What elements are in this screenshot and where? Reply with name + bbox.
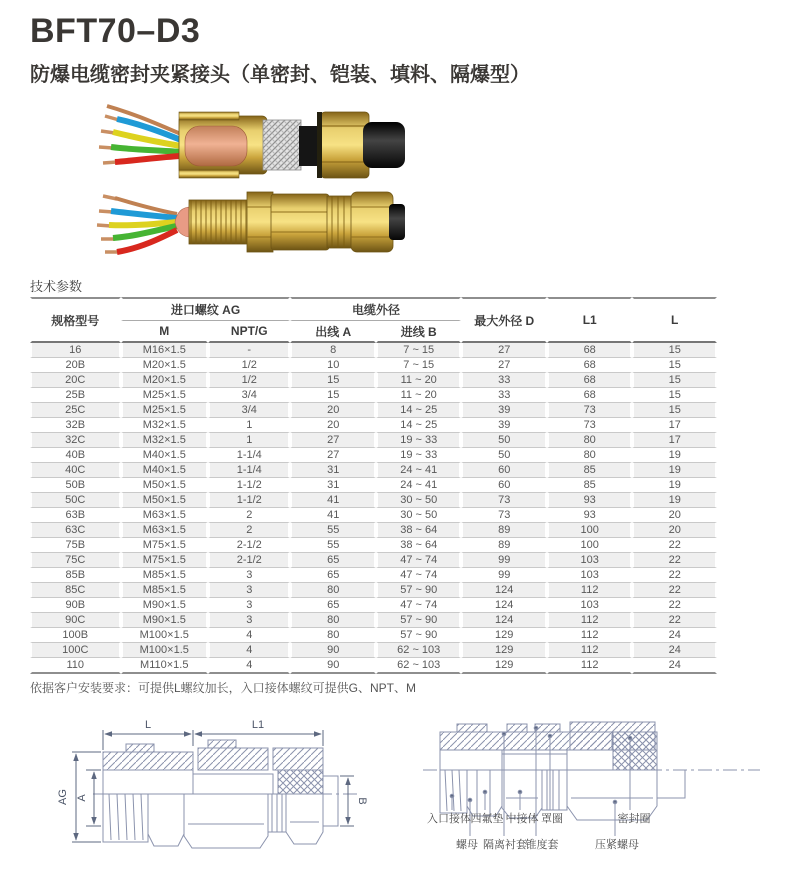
table-cell: 65 (290, 598, 375, 613)
table-row (30, 433, 717, 448)
table-cell: 68 (547, 343, 632, 358)
table-row (30, 568, 717, 583)
table-cell: 73 (461, 508, 546, 523)
table-cell: 103 (547, 598, 632, 613)
page-title: BFT70–D3 (30, 12, 201, 50)
table-cell: 65 (290, 553, 375, 568)
table-cell: 80 (290, 583, 375, 598)
table-cell: 24 ~ 41 (376, 478, 462, 493)
table-cell: 50 (461, 433, 546, 448)
table-row (30, 448, 717, 463)
table-cell: 4 (208, 658, 290, 674)
table-cell: 3 (208, 583, 290, 598)
table-cell: 1 (208, 418, 290, 433)
table-cell: 2-1/2 (208, 553, 290, 568)
table-cell: 41 (290, 493, 375, 508)
table-cell: M40×1.5 (121, 448, 209, 463)
table-cell: M32×1.5 (121, 433, 209, 448)
table-cell: M50×1.5 (121, 493, 209, 508)
table-cell: 1 (208, 433, 290, 448)
table-cell: 90 (290, 658, 375, 674)
table-cell: 32B (30, 418, 121, 433)
spec-table (30, 297, 717, 674)
table-cell: 3/4 (208, 403, 290, 418)
table-cell: 75B (30, 538, 121, 553)
table-cell: M20×1.5 (121, 358, 209, 373)
table-cell: M110×1.5 (121, 658, 209, 674)
col-header-spec: 规格型号 (30, 297, 121, 343)
gland-exterior-image (97, 192, 405, 252)
table-cell: M63×1.5 (121, 508, 209, 523)
dim-label-a: A (76, 794, 88, 802)
table-cell: 17 (632, 418, 717, 433)
table-cell: 15 (632, 343, 717, 358)
table-cell: 4 (208, 643, 290, 658)
table-cell: 85B (30, 568, 121, 583)
table-cell: 20 (290, 418, 375, 433)
table-cell: M100×1.5 (121, 628, 209, 643)
table-cell: 73 (547, 418, 632, 433)
table-cell: 62 ~ 103 (376, 643, 462, 658)
table-cell: 75C (30, 553, 121, 568)
table-cell: 112 (547, 643, 632, 658)
table-cell: 2 (208, 508, 290, 523)
table-cell: 15 (632, 373, 717, 388)
table-cell: 39 (461, 418, 546, 433)
table-cell: M20×1.5 (121, 373, 209, 388)
table-cell: 99 (461, 568, 546, 583)
table-row (30, 658, 717, 674)
table-cell: 22 (632, 613, 717, 628)
table-cell: 19 (632, 463, 717, 478)
table-cell: 62 ~ 103 (376, 658, 462, 674)
table-cell: M100×1.5 (121, 643, 209, 658)
table-cell: 20C (30, 373, 121, 388)
dimension-drawing (38, 706, 368, 868)
table-cell: M50×1.5 (121, 478, 209, 493)
table-cell: 14 ~ 25 (376, 403, 462, 418)
table-cell: M90×1.5 (121, 613, 209, 628)
table-cell: 22 (632, 598, 717, 613)
table-cell: 15 (632, 388, 717, 403)
table-cell: 3/4 (208, 388, 290, 403)
table-cell: 3 (208, 613, 290, 628)
table-cell: 31 (290, 478, 375, 493)
table-cell: M90×1.5 (121, 598, 209, 613)
table-cell: 24 (632, 658, 717, 674)
table-cell: 1-1/2 (208, 493, 290, 508)
table-cell: 90C (30, 613, 121, 628)
table-cell: 63B (30, 508, 121, 523)
section-label: 技术参数 (30, 279, 83, 294)
table-cell: 11 ~ 20 (376, 388, 462, 403)
callout-nut: 螺母 (456, 839, 478, 851)
table-cell: 85 (547, 478, 632, 493)
table-cell: M63×1.5 (121, 523, 209, 538)
table-cell: 15 (290, 388, 375, 403)
table-cell: 14 ~ 25 (376, 418, 462, 433)
table-row (30, 418, 717, 433)
callout-isolation-bushing: 隔离衬套 (483, 839, 527, 851)
table-cell: 124 (461, 583, 546, 598)
table-cell: 22 (632, 583, 717, 598)
table-cell: M85×1.5 (121, 583, 209, 598)
table-cell: 11 ~ 20 (376, 373, 462, 388)
table-cell: M25×1.5 (121, 403, 209, 418)
table-cell: 1/2 (208, 373, 290, 388)
table-cell: 47 ~ 74 (376, 568, 462, 583)
table-row (30, 538, 717, 553)
table-cell: 15 (632, 358, 717, 373)
col-header-inlet-b: 进线 B (376, 321, 462, 343)
table-cell: 89 (461, 538, 546, 553)
dim-label-ag: AG (57, 789, 69, 805)
table-cell: 22 (632, 553, 717, 568)
col-header-max-od: 最大外径 D (461, 297, 546, 343)
table-cell: 27 (461, 343, 546, 358)
table-cell: M75×1.5 (121, 553, 209, 568)
table-cell: 129 (461, 658, 546, 674)
table-cell: 103 (547, 568, 632, 583)
table-cell: 25C (30, 403, 121, 418)
table-cell: 110 (30, 658, 121, 674)
table-row (30, 403, 717, 418)
col-header-inlet-thread: 进口螺纹 AG (121, 297, 291, 321)
table-cell: 60 (461, 478, 546, 493)
table-cell: 20B (30, 358, 121, 373)
table-row (30, 388, 717, 403)
table-row (30, 373, 717, 388)
table-cell: 20 (632, 523, 717, 538)
table-cell: 33 (461, 373, 546, 388)
table-cell: M40×1.5 (121, 463, 209, 478)
col-header-outlet-a: 出线 A (290, 321, 375, 343)
table-row (30, 553, 717, 568)
table-cell: 19 (632, 448, 717, 463)
table-cell: 85 (547, 463, 632, 478)
table-cell: 90B (30, 598, 121, 613)
table-cell: 41 (290, 508, 375, 523)
table-cell: 90 (290, 643, 375, 658)
table-cell: 27 (290, 448, 375, 463)
callout-inlet-body: 入口接体 (427, 813, 471, 825)
table-cell: 3 (208, 568, 290, 583)
table-cell: 124 (461, 613, 546, 628)
table-cell: 32C (30, 433, 121, 448)
table-cell: 57 ~ 90 (376, 628, 462, 643)
gland-cutaway-image (99, 106, 405, 178)
table-cell: 80 (547, 433, 632, 448)
table-cell: 40C (30, 463, 121, 478)
table-cell: 1-1/4 (208, 448, 290, 463)
table-cell: 39 (461, 403, 546, 418)
table-cell: 80 (290, 628, 375, 643)
table-cell: 129 (461, 643, 546, 658)
table-cell: 112 (547, 628, 632, 643)
table-cell: 17 (632, 433, 717, 448)
table-cell: 89 (461, 523, 546, 538)
table-cell: 19 ~ 33 (376, 448, 462, 463)
col-header-cable-od: 电缆外径 (290, 297, 461, 321)
dim-label-l: L (144, 719, 152, 731)
table-row (30, 523, 717, 538)
callout-taper-sleeve: 锥度套 (525, 839, 559, 851)
table-cell: 112 (547, 613, 632, 628)
callout-ptfe-gasket: 四氟垫 (470, 813, 504, 825)
table-cell: 24 (632, 628, 717, 643)
callout-seal-ring: 密封圈 (617, 813, 651, 825)
table-cell: 50B (30, 478, 121, 493)
table-cell: M32×1.5 (121, 418, 209, 433)
table-cell: 129 (461, 628, 546, 643)
table-cell: 57 ~ 90 (376, 583, 462, 598)
callout-middle-body: 中接体 (505, 813, 539, 825)
table-cell: 65 (290, 568, 375, 583)
table-cell: 73 (461, 493, 546, 508)
table-cell: 99 (461, 553, 546, 568)
table-cell: 112 (547, 583, 632, 598)
table-cell: 22 (632, 568, 717, 583)
table-cell: 93 (547, 508, 632, 523)
table-cell: 15 (290, 373, 375, 388)
table-row (30, 358, 717, 373)
table-row (30, 628, 717, 643)
table-cell: 1-1/2 (208, 478, 290, 493)
table-cell: 55 (290, 538, 375, 553)
table-row (30, 598, 717, 613)
table-cell: 100 (547, 523, 632, 538)
table-cell: 57 ~ 90 (376, 613, 462, 628)
table-cell: M85×1.5 (121, 568, 209, 583)
table-cell: 19 (632, 478, 717, 493)
col-header-l: L (632, 297, 717, 343)
table-cell: 80 (290, 613, 375, 628)
callout-drawing (415, 698, 790, 868)
table-cell: 7 ~ 15 (376, 358, 462, 373)
callout-cover-ring: 罩圈 (541, 813, 563, 825)
table-cell: 100C (30, 643, 121, 658)
table-cell: M75×1.5 (121, 538, 209, 553)
table-cell: 27 (290, 433, 375, 448)
table-cell: 4 (208, 628, 290, 643)
table-cell: 73 (547, 403, 632, 418)
table-cell: 47 ~ 74 (376, 598, 462, 613)
col-header-npt-g: NPT/G (208, 321, 290, 343)
table-cell: 68 (547, 388, 632, 403)
table-cell: 25B (30, 388, 121, 403)
table-cell: 31 (290, 463, 375, 478)
table-cell: 22 (632, 538, 717, 553)
table-cell: 19 ~ 33 (376, 433, 462, 448)
table-cell: 93 (547, 493, 632, 508)
col-header-l1: L1 (547, 297, 632, 343)
table-cell: 24 ~ 41 (376, 463, 462, 478)
table-row (30, 493, 717, 508)
table-cell: 103 (547, 553, 632, 568)
table-cell: M16×1.5 (121, 343, 209, 358)
table-cell: 30 ~ 50 (376, 508, 462, 523)
table-cell: 38 ~ 64 (376, 523, 462, 538)
table-cell: 20 (290, 403, 375, 418)
page-subtitle: 防爆电缆密封夹紧接头（单密封、铠装、填料、隔爆型） (30, 64, 530, 86)
table-cell: 19 (632, 493, 717, 508)
table-cell: 15 (632, 403, 717, 418)
table-cell: 112 (547, 658, 632, 674)
table-cell: - (208, 343, 290, 358)
dim-label-l1: L1 (251, 719, 265, 731)
table-cell: 50C (30, 493, 121, 508)
table-cell: 8 (290, 343, 375, 358)
table-row (30, 343, 717, 358)
table-cell: 50 (461, 448, 546, 463)
table-cell: M25×1.5 (121, 388, 209, 403)
table-cell: 100B (30, 628, 121, 643)
table-cell: 1-1/4 (208, 463, 290, 478)
table-cell: 1/2 (208, 358, 290, 373)
table-cell: 85C (30, 583, 121, 598)
table-cell: 27 (461, 358, 546, 373)
table-cell: 100 (547, 538, 632, 553)
table-cell: 2-1/2 (208, 538, 290, 553)
table-row (30, 613, 717, 628)
table-cell: 124 (461, 598, 546, 613)
table-cell: 24 (632, 643, 717, 658)
table-cell: 16 (30, 343, 121, 358)
callout-compression-nut: 压紧螺母 (595, 839, 639, 851)
table-cell: 7 ~ 15 (376, 343, 462, 358)
table-row (30, 478, 717, 493)
product-image (95, 100, 405, 265)
table-cell: 80 (547, 448, 632, 463)
installation-note: 依据客户安装要求：可提供L螺纹加长，入口接体螺纹可提供G、NPT、M (30, 681, 417, 695)
table-row (30, 643, 717, 658)
table-cell: 33 (461, 388, 546, 403)
table-cell: 20 (632, 508, 717, 523)
table-row (30, 583, 717, 598)
table-cell: 68 (547, 358, 632, 373)
table-cell: 63C (30, 523, 121, 538)
table-cell: 10 (290, 358, 375, 373)
table-cell: 30 ~ 50 (376, 493, 462, 508)
table-cell: 40B (30, 448, 121, 463)
table-cell: 55 (290, 523, 375, 538)
table-cell: 60 (461, 463, 546, 478)
table-cell: 68 (547, 373, 632, 388)
dim-label-b: B (356, 797, 368, 805)
col-header-m: M (121, 321, 209, 343)
table-cell: 2 (208, 523, 290, 538)
table-row (30, 508, 717, 523)
table-cell: 38 ~ 64 (376, 538, 462, 553)
table-cell: 47 ~ 74 (376, 553, 462, 568)
table-cell: 3 (208, 598, 290, 613)
table-row (30, 463, 717, 478)
